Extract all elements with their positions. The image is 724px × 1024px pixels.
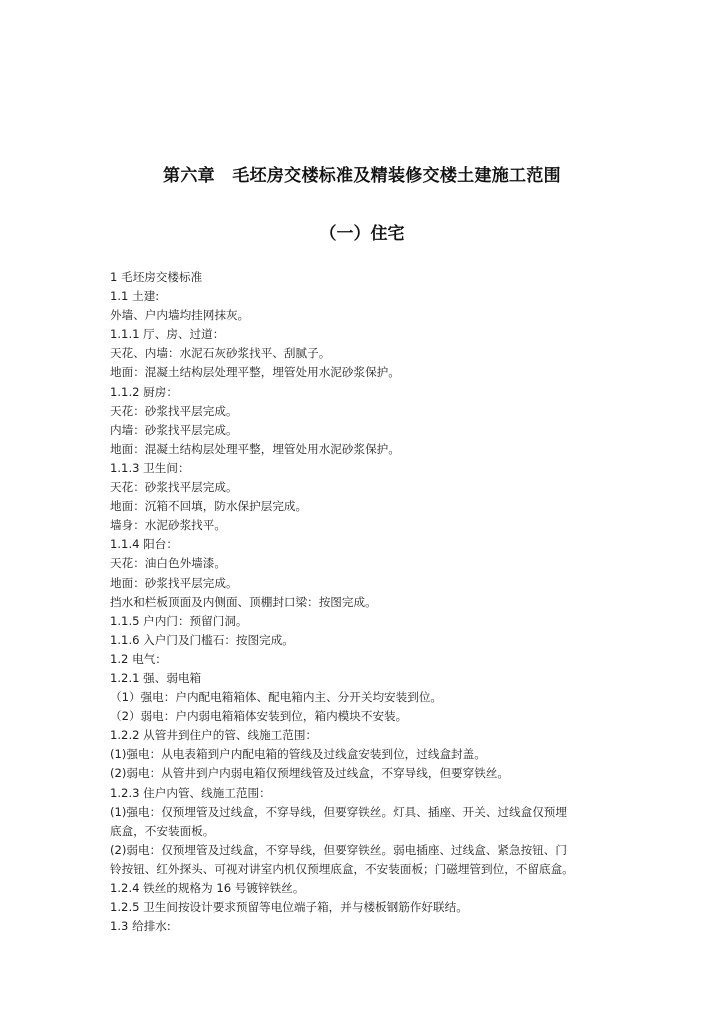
section-title: （一）住宅 [319,224,405,244]
text-line: 1.1 土建: [110,289,160,304]
text-line: 天花、内墙：水泥石灰砂浆找平、刮腻子。 [110,346,331,361]
text-line: 1.2.4 铁丝的规格为 16 号镀锌铁丝。 [110,881,305,895]
text-line: 1.1.5 户内门：预留门洞。 [110,613,248,628]
text-line: （2）弱电：户内弱电箱箱体安装到位，箱内模块不安装。 [110,709,408,724]
text-line: 1.1.1 厅、房、过道： [110,327,225,342]
text-line: 墙身：水泥砂浆找平。 [110,518,226,533]
text-line: 1.1.4 阳台： [110,537,178,552]
text-line: 1.1.2 厨房： [110,384,178,399]
text-line: 1.3 给排水: [110,919,171,934]
text-line: (2)弱电：从管井到户内弱电箱仅预埋线管及过线盒，不穿导线，但要穿铁丝。 [110,766,510,781]
text-line: 挡水和栏板顶面及内侧面、顶棚封口梁：按图完成。 [110,594,377,609]
text-line: 1.2.1 强、弱电箱 [110,670,202,685]
text-line: 天花：油白色外墙漆。 [110,556,226,571]
text-line: 地面：砂浆找平层完成。 [110,575,238,590]
text-line: 1.1.6 入户门及门槛石：按图完成。 [110,632,294,647]
text-line: 底盒，不安装面板。 [110,823,215,838]
text-line: 铃按钮、红外探头、可视对讲室内机仅预埋底盒，不安装面板；门磁埋管到位，不留底盒。 [110,861,574,876]
text-line: （1）强电：户内配电箱箱体、配电箱内主、分开关均安装到位。 [110,690,443,705]
chapter-title: 第六章 毛坯房交楼标准及精装修交楼土建施工范围 [163,166,561,186]
body-text [110,268,620,936]
text-line: 1.1.3 卫生间： [110,460,190,475]
text-line: (1)强电：仅预埋管及过线盒，不穿导线，但要穿铁丝。灯具、插座、开关、过线盒仅预埋 [110,804,567,819]
text-line: 1.2.5 卫生间按设计要求预留等电位端子箱，并与楼板钢筋作好联结。 [110,900,468,915]
text-line: (2)弱电：仅预埋管及过线盒，不穿导线，但要穿铁丝。弱电插座、过线盒、紧急按钮、门 [110,842,567,857]
text-line: 地面：混凝土结构层处理平整，埋管处用水泥砂浆保护。 [110,441,400,456]
text-line: (1)强电：从电表箱到户内配电箱的管线及过线盒安装到位，过线盒封盖。 [110,747,486,762]
text-line: 地面：混凝土结构层处理平整，埋管处用水泥砂浆保护。 [110,365,400,380]
text-line: 内墙：砂浆找平层完成。 [110,422,238,437]
text-line: 1 毛坯房交楼标准 [110,270,203,284]
text-line: 1.2.3 住户内管、线施工范围： [110,785,271,800]
text-line: 1.2 电气： [110,651,167,666]
text-line: 地面：沉箱不回填，防水保护层完成。 [110,499,308,514]
text-line: 外墙、户内墙均挂网抹灰。 [110,308,250,323]
text-line: 天花：砂浆找平层完成。 [110,403,238,418]
text-line: 天花：砂浆找平层完成。 [110,480,238,495]
text-line: 1.2.2 从管井到住户的管、线施工范围： [110,728,318,743]
